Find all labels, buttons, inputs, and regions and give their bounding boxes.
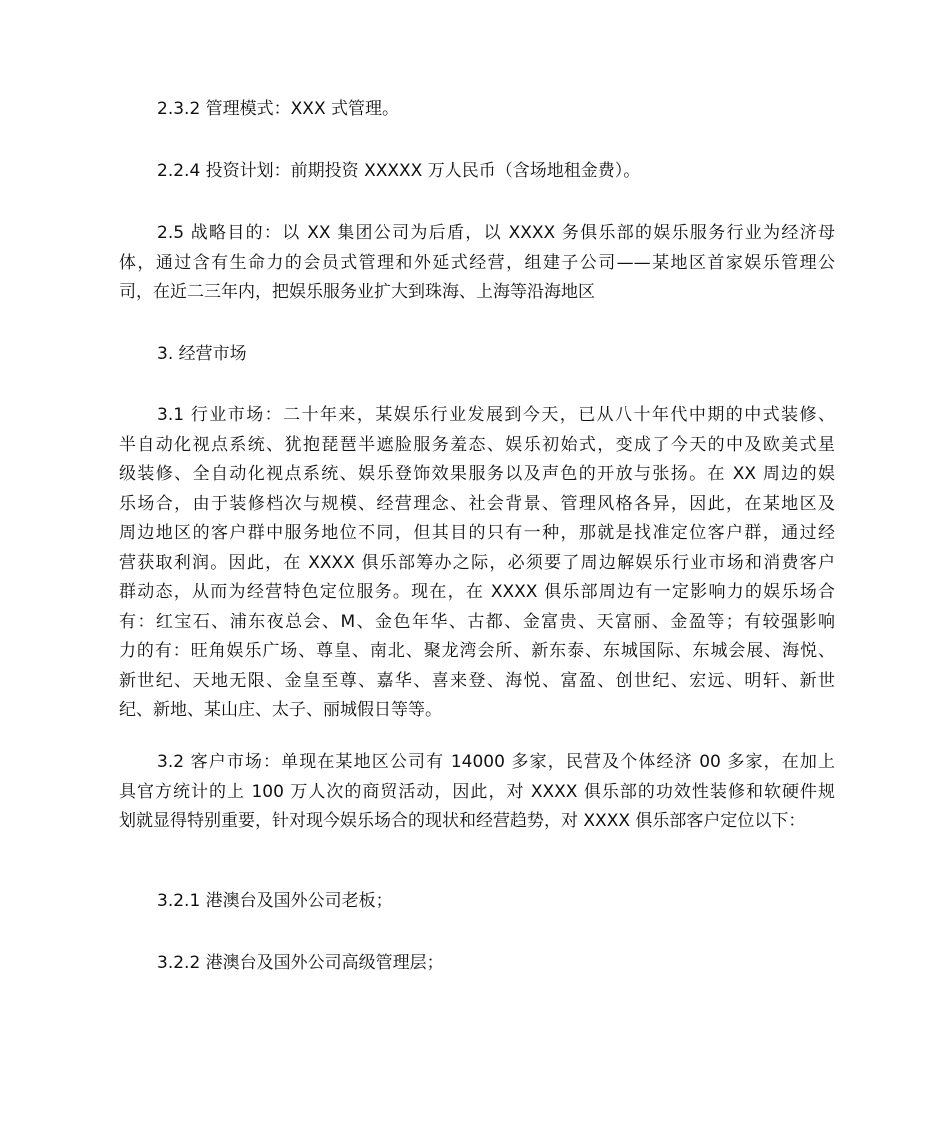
- text-line: 2.2.4 投资计划：前期投资 XXXXX 万人民币（含场地租金费）。: [157, 161, 641, 181]
- text-line: 2.5 战略目的：以 XX 集团公司为后盾，以 XXXX 务俱乐部的娱乐服务行业为经济母: [157, 223, 835, 243]
- paragraph-investment-plan: [119, 157, 835, 187]
- text-line: 司，在近二三年内，把娱乐服务业扩大到珠海、上海等沿海地区: [119, 282, 595, 302]
- paragraph-customer-market: [119, 748, 835, 837]
- list-item-customer-managers: [119, 949, 835, 979]
- text-line: 3.2.2 港澳台及国外公司高级管理层；: [157, 953, 444, 973]
- paragraph-industry-market: [119, 401, 835, 726]
- section-heading-market: [119, 340, 835, 370]
- text-line: 3. 经营市场: [157, 344, 247, 364]
- text-line: 群动态，从而为经营特色定位服务。现在，在 XXXX 俱乐部周边有一定影响力的娱乐场合: [119, 582, 835, 602]
- text-line: 周边地区的客户群中服务地位不同，但其目的只有一种，那就是找准定位客户群，通过经: [119, 523, 835, 543]
- paragraph-strategic-goal: [119, 219, 835, 308]
- text-line: 力的有：旺角娱乐广场、尊皇、南北、聚龙湾会所、新东泰、东城国际、东城会展、海悦、: [119, 641, 835, 661]
- text-line: 3.2.1 港澳台及国外公司老板；: [157, 891, 393, 911]
- text-line: 级装修、全自动化视点系统、娱乐登饰效果服务以及声色的开放与张扬。在 XX 周边的娱: [119, 464, 835, 484]
- list-item-customer-owners: [119, 887, 835, 917]
- paragraph-management-mode: [119, 95, 835, 125]
- text-line: 体，通过含有生命力的会员式管理和外延式经营，组建子公司——某地区首家娱乐管理公: [119, 252, 835, 273]
- text-line: 半自动化视点系统、犹抱琵琶半遮脸服务羞态、娱乐初始式，变成了今天的中及欧美式星: [119, 434, 835, 455]
- text-line: 具官方统计的上 100 万人次的商贸活动，因此，对 XXXX 俱乐部的功效性装修和软硬件规: [119, 781, 835, 802]
- text-line: 2.3.2 管理模式：XXX 式管理。: [157, 99, 400, 119]
- text-line: 划就显得特别重要，针对现今娱乐场合的现状和经营趋势，对 XXXX 俱乐部客户定位以下：: [119, 811, 806, 831]
- text-line: 新世纪、天地无限、金皇至尊、嘉华、喜来登、海悦、富盈、创世纪、宏远、明轩、新世: [119, 670, 835, 691]
- text-line: 纪、新地、某山庄、太子、丽城假日等等。: [119, 700, 442, 720]
- text-line: 有：红宝石、浦东夜总会、M、金色年华、古都、金富贵、天富丽、金盈等；有较强影响: [119, 611, 835, 632]
- text-line: 营获取利润。因此，在 XXXX 俱乐部筹办之际，必须要了周边解娱乐行业市场和消费客户: [119, 552, 835, 573]
- text-line: 3.1 行业市场：二十年来，某娱乐行业发展到今天，已从八十年代中期的中式装修、: [157, 405, 835, 425]
- text-line: 乐场合，由于装修档次与规模、经营理念、社会背景、管理风格各异，因此，在某地区及: [119, 493, 835, 514]
- text-line: 3.2 客户市场：单现在某地区公司有 14000 多家，民营及个体经济 00 多家，在加上: [157, 752, 835, 772]
